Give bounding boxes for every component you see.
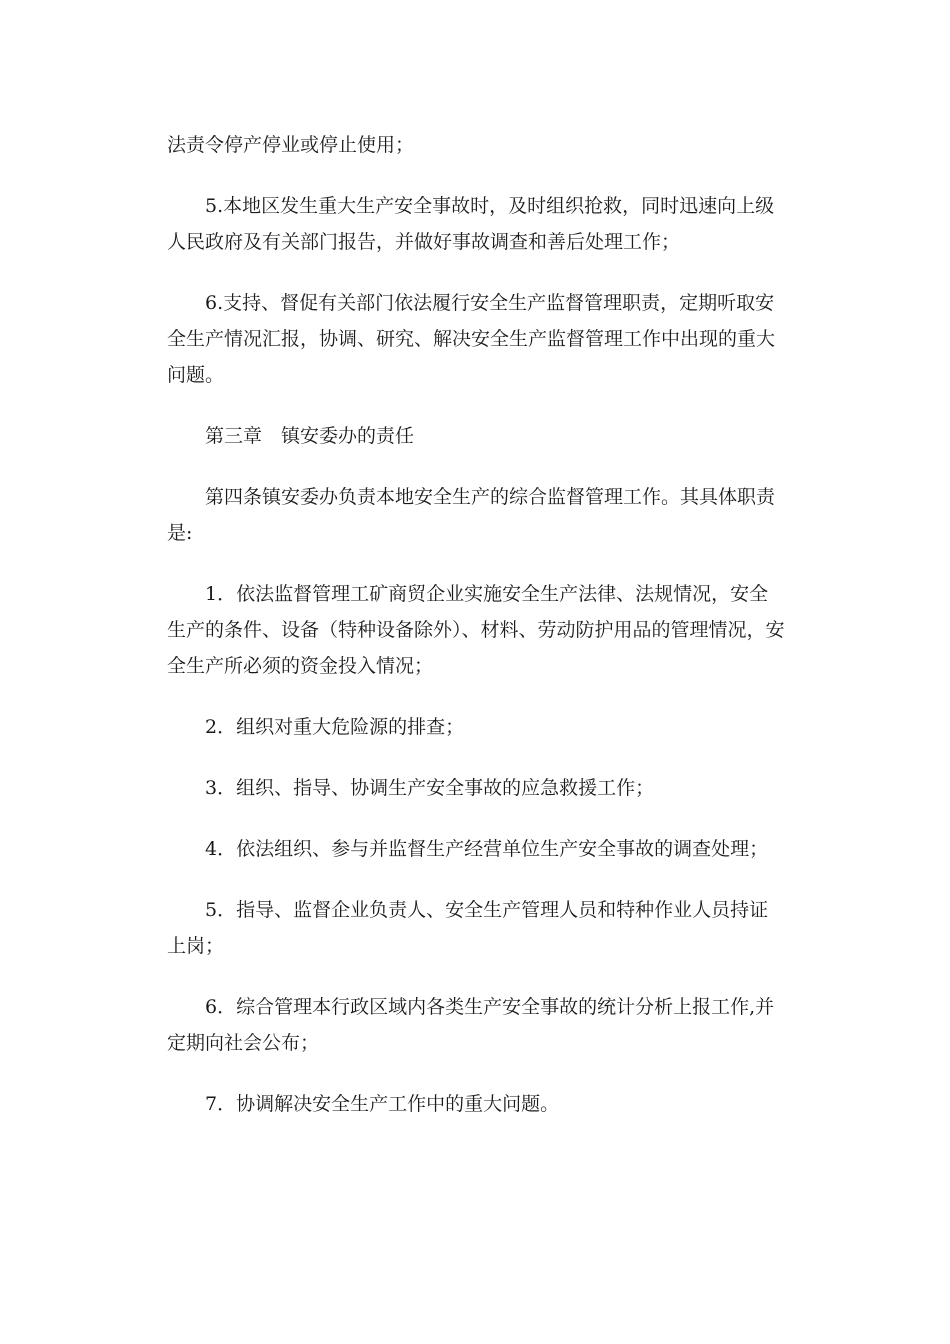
duty-item-6: 6．综合管理本行政区域内各类生产安全事故的统计分析上报工作,并定期向社会公布；: [167, 996, 775, 1054]
paragraph-item-5-accident-response: 5.本地区发生重大生产安全事故时，及时组织抢救，同时迅速向上级人民政府及有关部门报告，并做好事故调查和善后处理工作；: [167, 195, 775, 253]
duty-item-4: 4．依法组织、参与并监督生产经营单位生产安全事故的调查处理；: [205, 838, 769, 860]
duty-item-7: 7．协调解决安全生产工作中的重大问题。: [205, 1093, 560, 1115]
document-body: [167, 127, 787, 1147]
article-4-paragraph: 第四条镇安委办负责本地安全生产的综合监督管理工作。其具体职责是:: [167, 486, 776, 544]
paragraph-item-6-support-departments: 6.支持、督促有关部门依法履行安全生产监督管理职责，定期听取安全生产情况汇报，协调、研究、解决安全生产监督管理工作中出现的重大问题。: [167, 292, 776, 386]
paragraph-continuation: 法责令停产停业或停止使用；: [167, 134, 415, 156]
duty-item-2: 2．组织对重大危险源的排查；: [205, 716, 465, 738]
duty-item-3: 3．组织、指导、协调生产安全事故的应急救援工作；: [205, 777, 655, 799]
chapter-heading: 第三章 镇安委办的责任: [205, 425, 415, 447]
duty-item-1: 1．依法监督管理工矿商贸企业实施安全生产法律、法规情况，安全生产的条件、设备（特种设备除外）、材料、劳动防护用品的管理情况，安全生产所必须的资金投入情况；: [167, 583, 785, 677]
duty-item-5: 5．指导、监督企业负责人、安全生产管理人员和特种作业人员持证上岗；: [167, 899, 769, 957]
